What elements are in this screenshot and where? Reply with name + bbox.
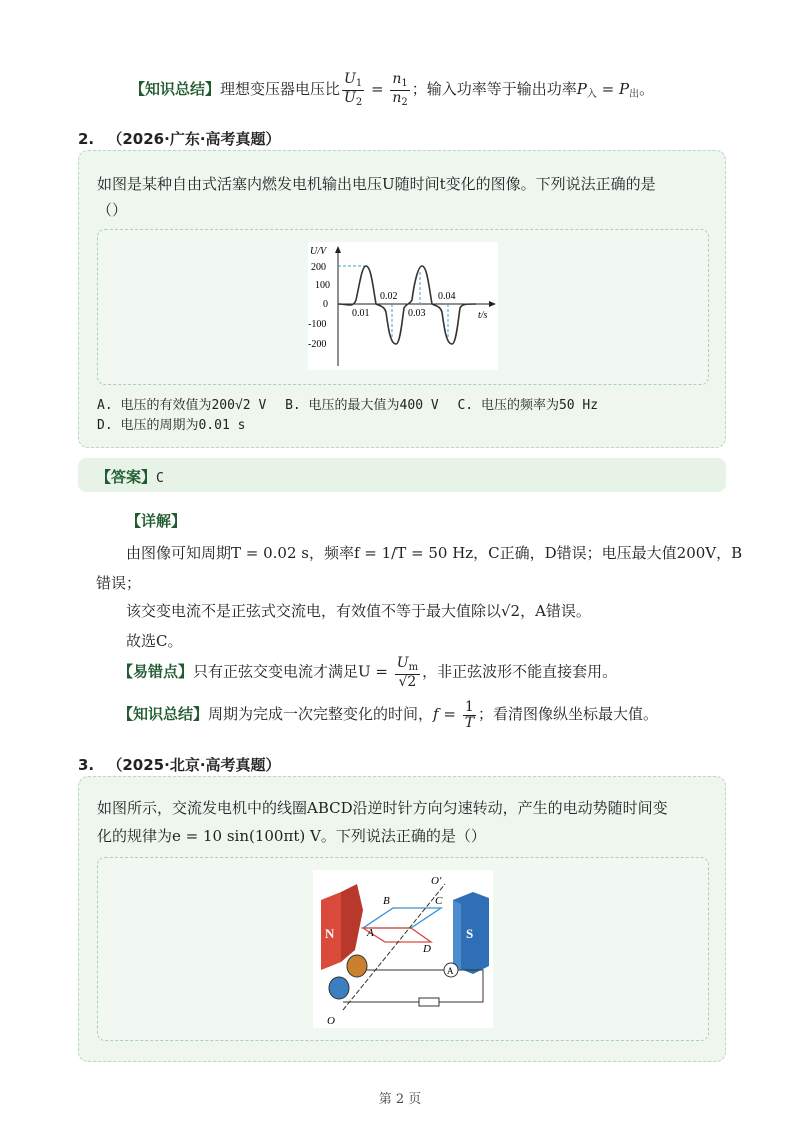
answer-value: C bbox=[156, 471, 164, 486]
explain-line-2: 该交变电流不是正弦式交流电，有效值不等于最大值除以√2，A错误。 bbox=[126, 602, 591, 620]
option-a[interactable]: A. 电压的有效值为200√2 V bbox=[97, 398, 267, 413]
question-number: 3. bbox=[78, 756, 95, 774]
magnet-s-label: S bbox=[466, 926, 474, 941]
question-stem-cont: 化的规律为e = 10 sin(100πt) V。下列说法正确的是（） bbox=[97, 827, 486, 845]
generator-figure bbox=[313, 870, 493, 1028]
option-row-1 bbox=[97, 394, 598, 413]
question-stem-cont: （） bbox=[97, 201, 128, 219]
question-3-header bbox=[78, 754, 281, 775]
option-c[interactable]: C. 电压的频率为50 Hz bbox=[457, 398, 599, 413]
x-axis-label: t/s bbox=[478, 310, 488, 321]
axis-label-top: O' bbox=[431, 875, 442, 887]
question-number: 2. bbox=[78, 130, 95, 148]
question-source: （2025·北京·高考真题） bbox=[107, 756, 281, 774]
question-2-header bbox=[78, 128, 281, 149]
pitfall-tag: 【易错点】 bbox=[118, 662, 194, 681]
page-number: 第 2 页 bbox=[378, 1092, 422, 1107]
x-tick: 0.04 bbox=[438, 291, 456, 302]
coil-label-c: C bbox=[435, 895, 443, 907]
ammeter-label: A bbox=[447, 966, 454, 976]
graph-container bbox=[97, 229, 709, 385]
answer-bar bbox=[78, 458, 726, 492]
x-tick: 0.01 bbox=[352, 308, 370, 319]
y-tick: 0 bbox=[323, 299, 328, 310]
prev-knowledge-summary: 【知识总结】理想变压器电压比 $\frac{U_1}{U_2}$ = $\frac{n_1}{n_2}$ ；输入功率等于输出功率$P_入 = P_出$。 bbox=[130, 71, 655, 108]
answer-tag: 【答案】 bbox=[96, 468, 157, 486]
voltage-ratio-fraction: $\frac{U_1}{U_2}$ bbox=[344, 71, 363, 108]
rms-fraction: $\frac{U_m}{√2}$ bbox=[396, 655, 419, 690]
option-row-2 bbox=[97, 414, 245, 433]
knowledge-summary: 【知识总结】周期为完成一次完整变化的时间，f = $\frac{1}{T}$ ；看清图像纵坐标最大值。 bbox=[118, 699, 659, 731]
question-3-box bbox=[78, 776, 726, 1062]
explain-line-3: 故选C。 bbox=[126, 632, 183, 650]
explain-line-1b: 错误； bbox=[96, 574, 142, 592]
figure-container bbox=[97, 857, 709, 1041]
coil-label-d: D bbox=[423, 943, 431, 955]
question-2-box bbox=[78, 150, 726, 448]
x-tick: 0.02 bbox=[380, 291, 398, 302]
y-tick: -200 bbox=[308, 339, 327, 350]
pitfall-note: 【易错点】只有正弦交变电流才满足U = $\frac{U_m}{√2}$ ，非正弦波形不能直接套用。 bbox=[118, 655, 618, 690]
option-d[interactable]: D. 电压的周期为0.01 s bbox=[97, 418, 246, 433]
explain-tag: 【详解】 bbox=[126, 512, 187, 530]
y-tick: 200 bbox=[311, 262, 326, 273]
voltage-time-graph bbox=[308, 242, 498, 370]
option-b[interactable]: B. 电压的最大值为400 V bbox=[285, 398, 439, 413]
summary-tag: 【知识总结】 bbox=[118, 705, 209, 724]
magnet-n-label: N bbox=[325, 926, 335, 941]
question-source: （2026·广东·高考真题） bbox=[107, 130, 281, 148]
y-tick: 100 bbox=[315, 280, 330, 291]
frequency-fraction: $\frac{1}{T}$ bbox=[464, 699, 475, 731]
explain-line-1: 由图像可知周期T = 0.02 s，频率f = 1/T = 50 Hz，C正确，D错误；电压最大值200V，B bbox=[126, 544, 743, 562]
coil-label-b: B bbox=[383, 895, 390, 907]
summary-tag: 【知识总结】 bbox=[130, 80, 221, 98]
coil-label-a: A bbox=[367, 927, 374, 939]
x-tick: 0.03 bbox=[408, 308, 426, 319]
question-stem: 如图所示，交流发电机中的线圈ABCD沿逆时针方向匀速转动，产生的电动势随时间变 bbox=[97, 799, 668, 817]
question-stem: 如图是某种自由式活塞内燃发电机输出电压U随时间t变化的图像。下列说法正确的是 bbox=[97, 175, 656, 193]
axis-label-bottom: O bbox=[327, 1015, 335, 1027]
y-axis-label: U/V bbox=[310, 246, 327, 257]
y-tick: -100 bbox=[308, 319, 327, 330]
turns-ratio-fraction: $\frac{n_1}{n_2}$ bbox=[392, 71, 408, 108]
